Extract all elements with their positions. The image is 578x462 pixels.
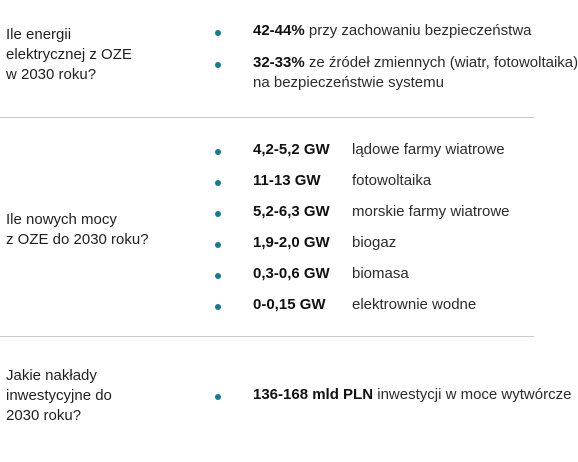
question-line: w 2030 roku? <box>6 66 97 83</box>
item-label: morskie farmy wiatrowe <box>352 203 510 220</box>
bullet-icon <box>215 273 221 279</box>
item-text <box>253 386 571 403</box>
question-line: Jakie nakłady <box>6 367 97 384</box>
item-label: fotowoltaika <box>352 172 432 189</box>
bullet-icon <box>215 149 221 155</box>
bullet-icon <box>215 30 221 36</box>
divider <box>0 336 534 337</box>
question-investment <box>6 366 181 426</box>
question-new-capacity <box>6 210 181 250</box>
item-label: biogaz <box>352 234 397 251</box>
bullet-icon <box>215 211 221 217</box>
item-value: 1,9-2,0 GW <box>253 234 330 251</box>
question-line: Ile nowych mocy <box>6 211 117 228</box>
item-label: na bezpieczeństwie systemu <box>253 74 444 91</box>
item-label: przy zachowaniu bezpieczeństwa <box>304 22 532 39</box>
item-value: 136-168 mld PLN <box>253 386 374 403</box>
item-label: elektrownie wodne <box>352 296 477 313</box>
item-label: inwestycji w moce wytwórcze <box>373 386 572 403</box>
question-energy-share <box>6 25 181 85</box>
item-value: 0,3-0,6 GW <box>253 265 330 282</box>
item-value: 42-44% <box>253 22 305 39</box>
divider <box>0 117 534 118</box>
item-text <box>253 54 578 71</box>
bullet-icon <box>215 394 221 400</box>
bullet-icon <box>215 304 221 310</box>
question-line: inwestycyjne do <box>6 387 112 404</box>
item-value: 0-0,15 GW <box>253 296 326 313</box>
bullet-icon <box>215 62 221 68</box>
item-label: lądowe farmy wiatrowe <box>352 141 505 158</box>
question-line: Ile energii <box>6 26 72 43</box>
item-value: 5,2-6,3 GW <box>253 203 330 220</box>
bullet-icon <box>215 242 221 248</box>
item-value: 11-13 GW <box>253 172 321 189</box>
item-label: ze źródeł zmiennych (wiatr, fotowoltaika) <box>304 54 578 71</box>
question-line: z OZE do 2030 roku? <box>6 231 149 248</box>
bullet-icon <box>215 180 221 186</box>
question-line: elektrycznej z OZE <box>6 46 132 63</box>
item-label: biomasa <box>352 265 409 282</box>
item-text <box>253 22 532 39</box>
item-value: 4,2-5,2 GW <box>253 141 330 158</box>
question-line: 2030 roku? <box>6 407 82 424</box>
item-value: 32-33% <box>253 54 305 71</box>
